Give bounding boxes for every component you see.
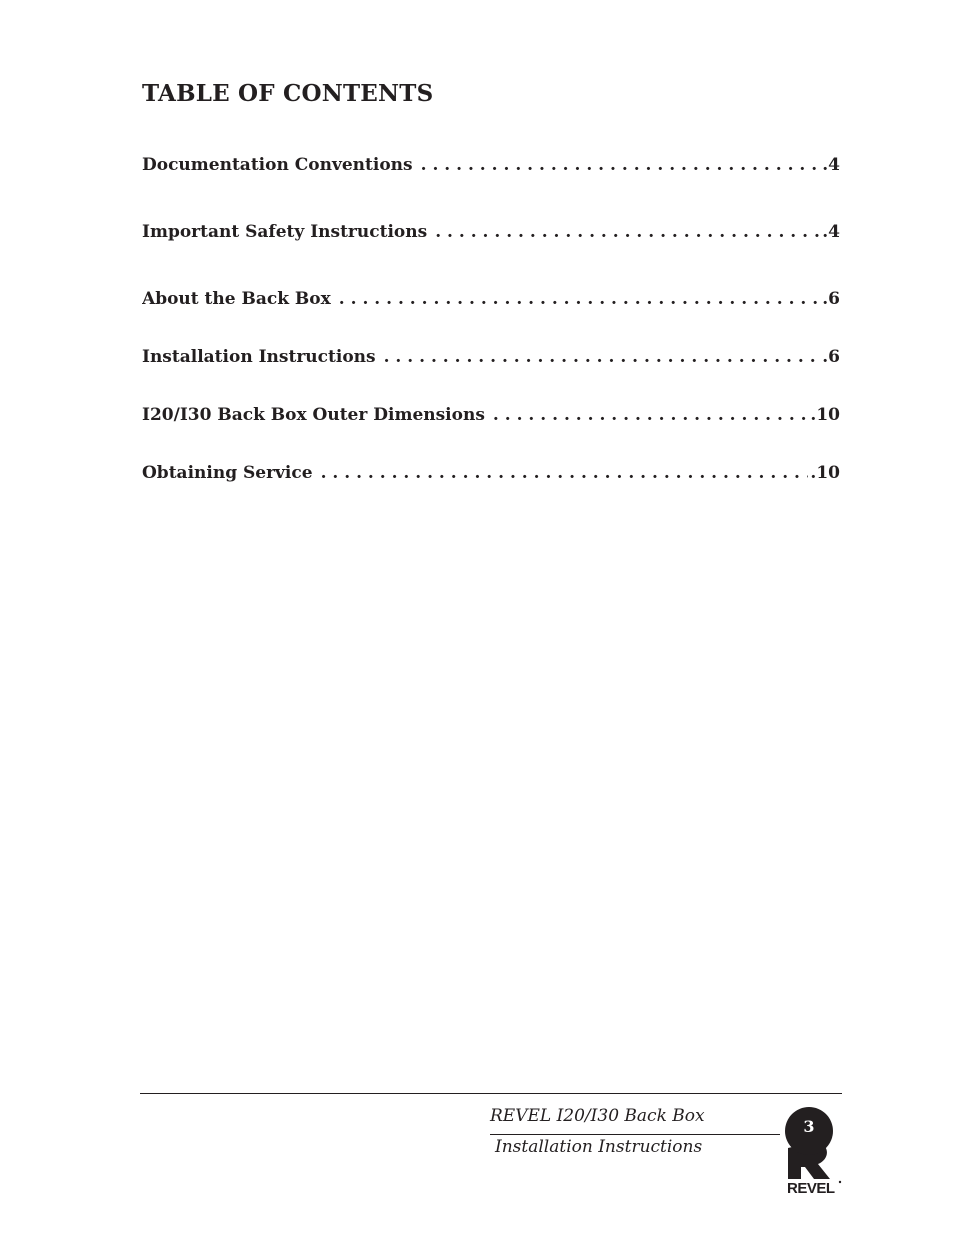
toc-entry-outer-dimensions[interactable] bbox=[142, 405, 840, 429]
toc-entry-about-the-back-box[interactable] bbox=[142, 289, 840, 313]
toc-entry-important-safety-instructions[interactable] bbox=[142, 222, 840, 246]
footer-divider bbox=[140, 1093, 842, 1094]
page-number-badge bbox=[785, 1107, 833, 1155]
page-number: 3 bbox=[803, 1117, 815, 1136]
toc-entry-label: Documentation Conventions bbox=[142, 155, 413, 175]
footer-subtitle: Installation Instructions bbox=[495, 1137, 703, 1157]
toc-entry-obtaining-service[interactable] bbox=[142, 463, 840, 487]
page-title: TABLE OF CONTENTS bbox=[142, 80, 434, 107]
toc-leader-dots bbox=[339, 289, 820, 309]
toc-entry-label: Installation Instructions bbox=[142, 347, 376, 367]
toc-entry-label: About the Back Box bbox=[142, 289, 331, 309]
toc-leader-dots bbox=[493, 405, 809, 425]
toc-entry-label: Important Safety Instructions bbox=[142, 222, 428, 242]
footer-product-title: REVEL I20/I30 Back Box bbox=[490, 1106, 705, 1126]
toc-entry-page: .4 bbox=[822, 155, 840, 175]
toc-entry-page: .6 bbox=[822, 347, 840, 367]
revel-logo-text: REVEL bbox=[787, 1180, 835, 1196]
toc-leader-dots bbox=[384, 347, 821, 367]
toc-leader-dots bbox=[421, 155, 821, 175]
toc-leader-dots bbox=[321, 463, 809, 483]
toc-entry-page: .10 bbox=[810, 405, 840, 425]
toc-entry-page: .4 bbox=[822, 222, 840, 242]
toc-leader-dots bbox=[435, 222, 820, 242]
toc-entry-page: .10 bbox=[810, 463, 840, 483]
toc-entry-page: .6 bbox=[822, 289, 840, 309]
toc-entry-documentation-conventions[interactable] bbox=[142, 155, 840, 179]
toc-entry-label: Obtaining Service bbox=[142, 463, 313, 483]
toc-entry-installation-instructions[interactable] bbox=[142, 347, 840, 371]
footer-subtitle-divider bbox=[490, 1134, 780, 1135]
toc-entry-label: I20/I30 Back Box Outer Dimensions bbox=[142, 405, 485, 425]
